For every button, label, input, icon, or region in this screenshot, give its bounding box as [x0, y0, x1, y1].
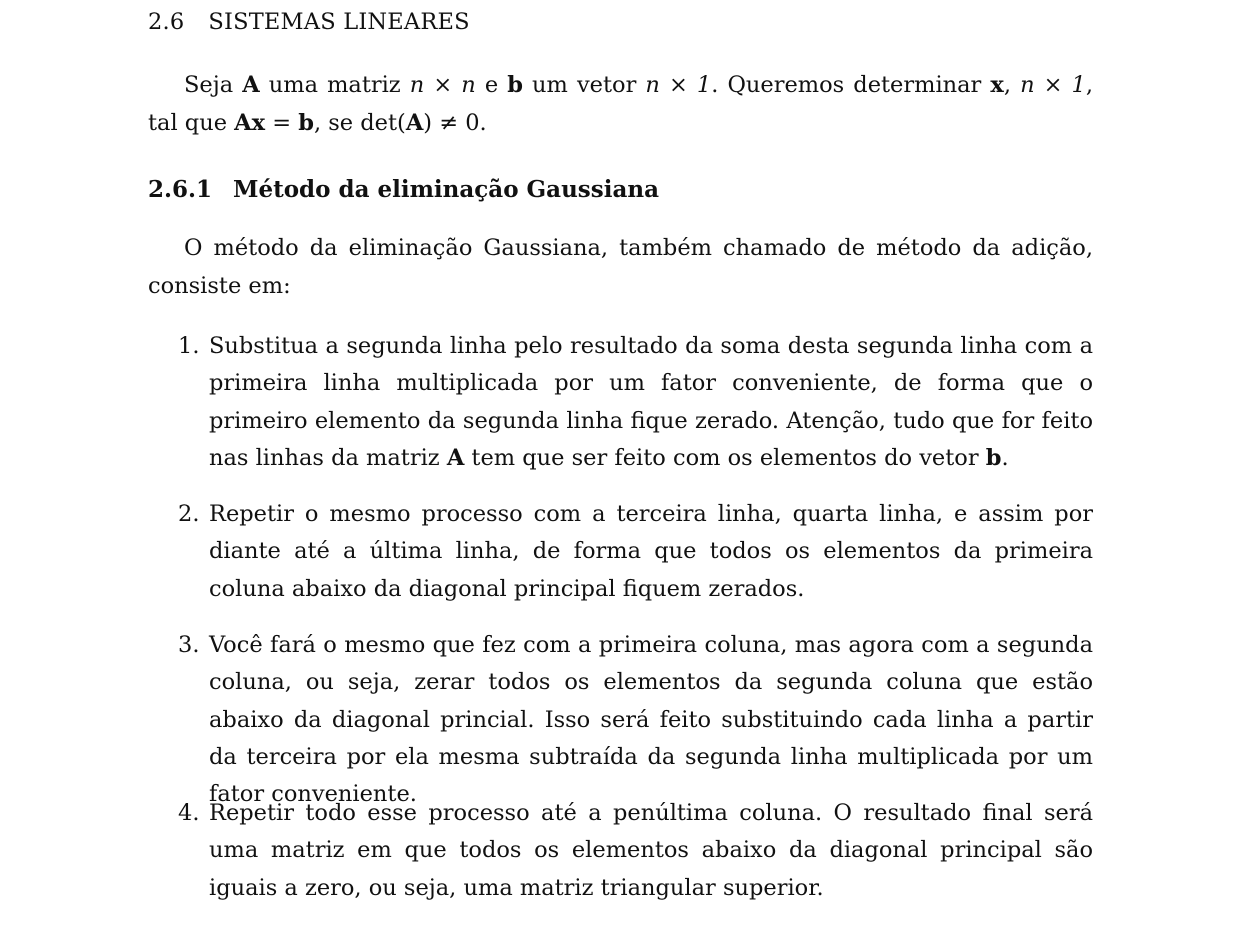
section-number: 2.6: [148, 9, 185, 35]
list-item: [148, 627, 1093, 813]
list-item-number: 4.: [178, 800, 200, 826]
list-item: [148, 795, 1093, 907]
step-text: .: [1001, 444, 1009, 471]
list-item-text: Repetir o mesmo processo com a terceira linha, quarta linha, e assim por diante até a última linha, de forma que todos os elementos da primeira coluna abaixo da diagonal principal fiquem zerados.: [209, 501, 1093, 602]
list-item: [148, 328, 1093, 477]
intro-text: um vetor: [522, 72, 646, 98]
list-item-text: [209, 328, 1093, 477]
running-header: [148, 9, 470, 35]
list-item-number: 2.: [178, 501, 200, 527]
math-dimension: n × 1: [1020, 72, 1086, 98]
step-text: tem que ser feito com os elementos do vetor: [464, 444, 986, 471]
method-intro-text: O método da eliminação Gaussiana, também chamado de método da adição, consiste em:: [148, 235, 1093, 299]
list-item-text: Você fará o mesmo que fez com a primeira coluna, mas agora com a segunda coluna, ou seja, zerar todos os elementos da segunda coluna que estão abaixo da diagonal princial. Isso será feito substituindo cada linha a partir da terceira por ela mesma subtraída da segunda linha multiplicada por um fator conveniente.: [209, 632, 1093, 808]
vector-symbol: b: [507, 72, 523, 98]
vector-symbol: b: [985, 444, 1002, 471]
list-item: [148, 496, 1093, 608]
vector-symbol: x: [990, 72, 1004, 98]
equation-lhs: Ax: [234, 109, 266, 136]
math-dimension: n × 1: [645, 72, 712, 98]
math-dimension: n × n: [409, 72, 476, 98]
list-item-number: 1.: [178, 333, 200, 359]
method-intro-paragraph: [148, 230, 1093, 305]
matrix-symbol: A: [405, 109, 424, 136]
intro-paragraph: [148, 67, 1093, 142]
subsection-title: Método da eliminação Gaussiana: [233, 176, 659, 203]
intro-text: , se det(: [313, 109, 406, 136]
intro-text: ,: [1003, 72, 1021, 98]
equation-sign: =: [265, 109, 299, 136]
step-text: Substitua a segunda linha pelo resultado da soma desta segunda linha com a primeira linha multiplicada por um fator conveniente, de forma que o primeiro elemento da segunda linha fique zerado. Atenção, tudo que for feito nas linhas da matriz: [209, 333, 1093, 471]
equation-rhs: b: [298, 109, 314, 136]
section-title: SISTEMAS LINEARES: [208, 9, 470, 35]
subsection-heading: [148, 176, 659, 203]
intro-text: uma matriz: [259, 72, 410, 98]
intro-text: . Queremos determinar: [711, 72, 991, 98]
list-item-number: 3.: [178, 632, 200, 658]
matrix-symbol: A: [446, 444, 465, 471]
intro-text: Seja: [184, 72, 243, 98]
intro-text: ) ≠ 0.: [423, 109, 487, 136]
subsection-number: 2.6.1: [148, 176, 213, 203]
matrix-symbol: A: [242, 72, 260, 98]
list-item-text: Repetir todo esse processo até a penúltima coluna. O resultado final será uma matriz em que todos os elementos abaixo da diagonal principal são iguais a zero, ou seja, uma matriz triangular superior.: [209, 800, 1093, 901]
intro-text: e: [475, 72, 508, 98]
intro-text: , tal que: [148, 72, 1094, 136]
